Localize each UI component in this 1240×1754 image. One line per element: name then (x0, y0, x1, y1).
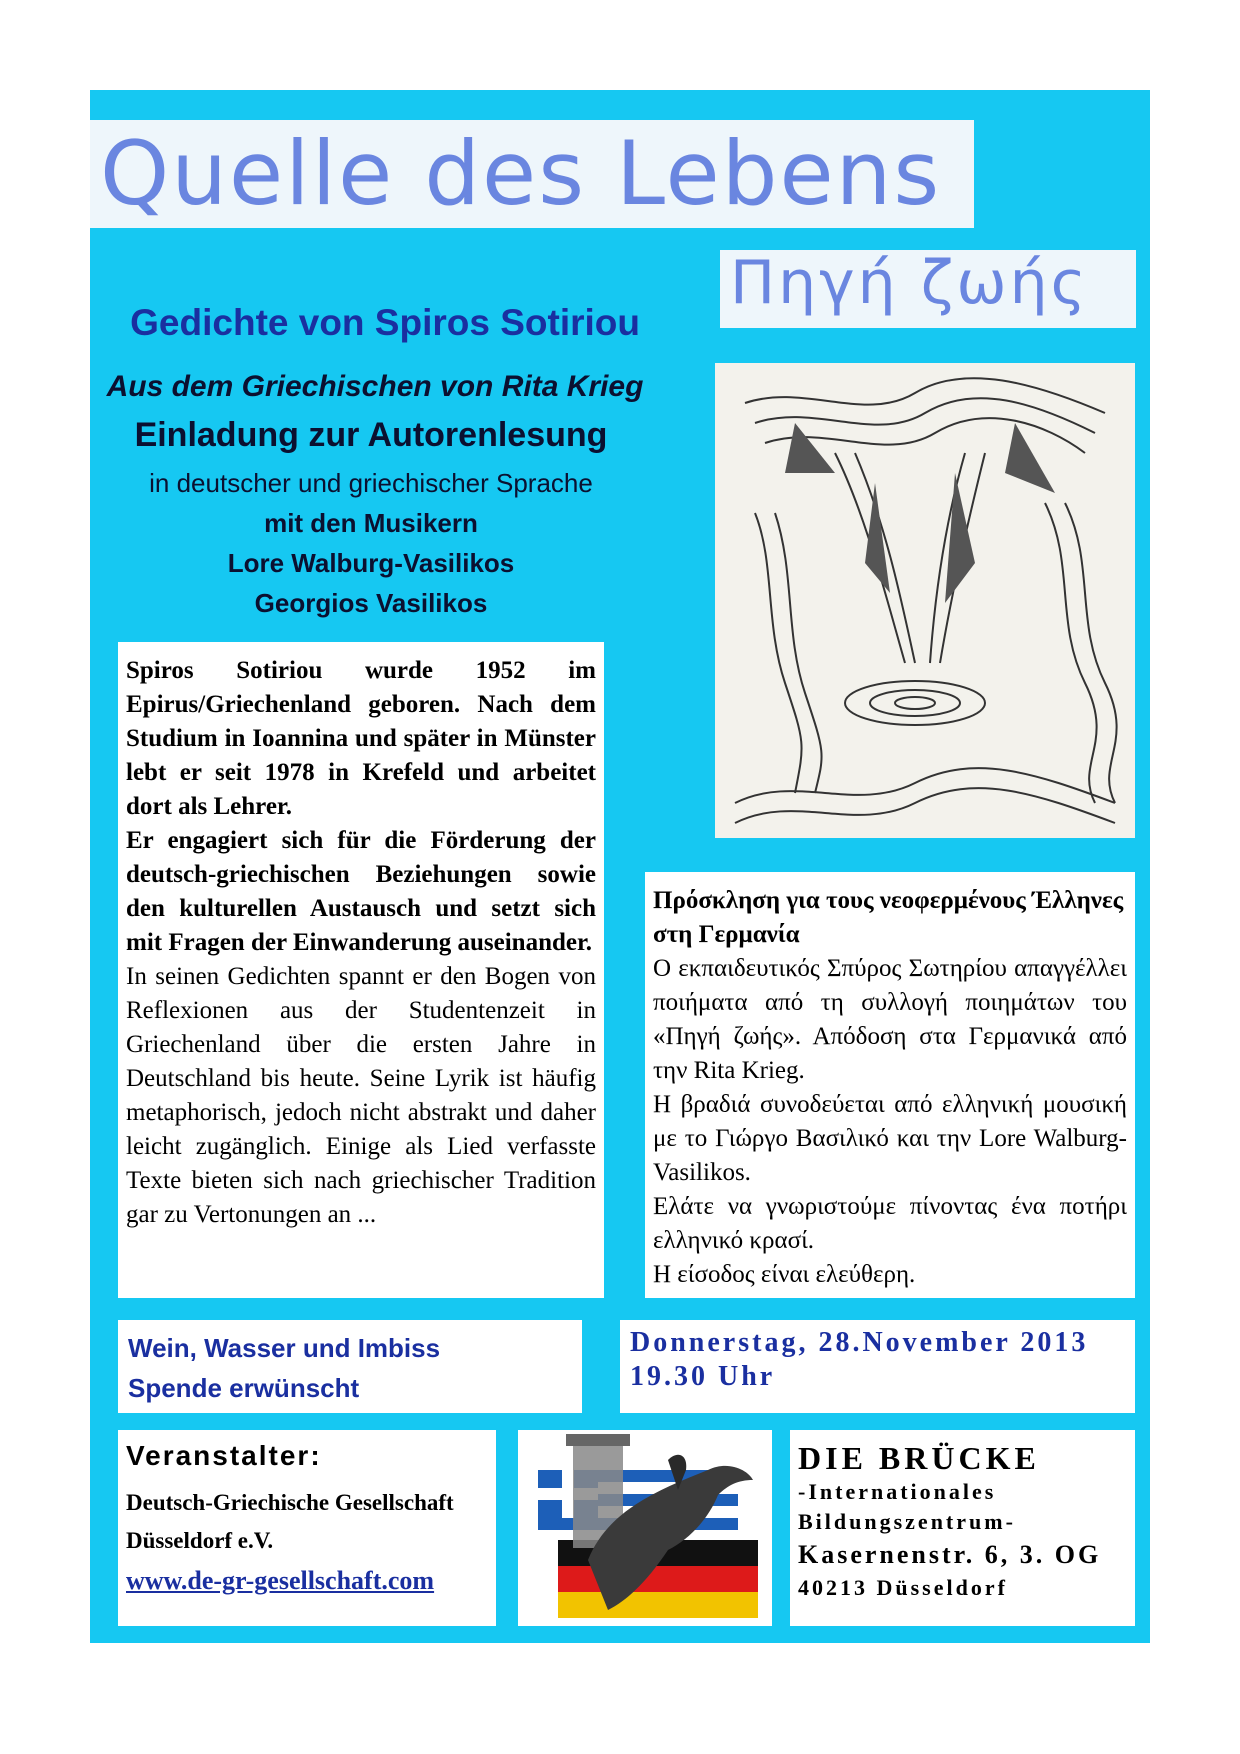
bio-paragraph-3: In seinen Gedichten spannt er den Bogen von Reflexionen aus der Studentenzeit in Griechenland über die ersten Jahre in Deutschland bis heute. Seine Lyrik ist häufig metaphorisch, jedoch nicht abstrakt und daher leicht zugänglich. Einige als Lied verfasste Texte bieten sich nach griechischer Tradition gar zu Vertonungen an ... (126, 963, 596, 1228)
musician-2: Georgios Vasilikos (254, 588, 488, 618)
event-date-box (620, 1320, 1135, 1413)
organizer-name-line-1: Deutsch-Griechische Gesellschaft (126, 1490, 454, 1515)
greek-invitation (645, 872, 1135, 1298)
greek-paragraph-4: Η είσοδος είναι ελεύθερη. (653, 1261, 916, 1288)
invitation-heading: Einladung zur Autorenlesung (134, 416, 608, 454)
musicians-label: mit den Musikern (264, 508, 478, 538)
venue-line-2: Bildungszentrum- (798, 1509, 1016, 1534)
translation-credit: Aus dem Griechischen von Rita Krieg (106, 370, 644, 403)
organizer-name-line-2: Düsseldorf e.V. (126, 1528, 274, 1553)
venue-street: Kasernenstr. 6, 3. OG (798, 1540, 1102, 1569)
venue-line-1: -Internationales (798, 1479, 997, 1504)
title-greek-banner (720, 250, 1136, 328)
greek-paragraph-1: Ο εκπαιδευτικός Σπύρος Σωτηρίου απαγγέλλει ποιήματα από τη συλλογή ποιημάτων του «Πηγή ζωής». Απόδοση στα Γερμανικά από την Rita Krieg. (653, 955, 1127, 1084)
bio-paragraph-2: Er engagiert sich für die Förderung der deutsch-griechischen Beziehungen sowie den kulturellen Austausch und setzt sich mit Fragen der Einwanderung auseinander. (126, 827, 596, 956)
flags-horse-logo-icon (518, 1430, 772, 1626)
languages-line: in deutscher und griechischer Sprache (149, 468, 593, 498)
organizer-label: Veranstalter: (126, 1440, 322, 1471)
waterfall-drawing-icon (715, 363, 1135, 838)
musician-1: Lore Walburg-Vasilikos (227, 548, 515, 578)
venue-box (790, 1430, 1135, 1626)
greek-paragraph-2: Η βραδιά συνοδεύεται από ελληνική μουσική με το Γιώργο Βασιλικό και την Lore Walburg-Vasilikos. (653, 1091, 1127, 1186)
organizer-name (126, 1484, 488, 1560)
greek-heading: Πρόσκληση για τους νεοφερμένους Έλληνες στη Γερμανία (653, 887, 1124, 948)
refreshments-line-1: Wein, Wasser und Imbiss (128, 1333, 441, 1363)
refreshments-line-2: Spende erwünscht (128, 1373, 360, 1403)
waterfall-illustration (715, 363, 1135, 838)
organizer-box (118, 1430, 496, 1626)
venue-city: 40213 Düsseldorf (798, 1575, 1008, 1600)
subtitle: Gedichte von Spiros Sotiriou (130, 302, 640, 343)
title-german: Quelle des Lebens (100, 122, 942, 225)
refreshments-box (118, 1320, 582, 1413)
title-banner (90, 120, 974, 228)
venue-name: DIE BRÜCKE (798, 1440, 1040, 1476)
flyer (90, 90, 1150, 1643)
event-date: Donnerstag, 28.November 2013 (630, 1327, 1089, 1358)
author-biography (118, 642, 604, 1298)
society-logo (518, 1430, 772, 1626)
organizer-website-link[interactable]: www.de-gr-gesellschaft.com (126, 1566, 435, 1595)
greek-paragraph-3: Ελάτε να γνωριστούμε πίνοντας ένα ποτήρι ελληνικό κρασί. (653, 1193, 1127, 1254)
event-time: 19.30 Uhr (630, 1361, 776, 1392)
title-greek: Πηγή ζωής (730, 248, 1089, 318)
bio-paragraph-1: Spiros Sotiriou wurde 1952 im Epirus/Griechenland geboren. Nach dem Studium in Ioannina und später in Münster lebt er seit 1978 in Krefeld und arbeitet dort als Lehrer. (126, 657, 596, 820)
